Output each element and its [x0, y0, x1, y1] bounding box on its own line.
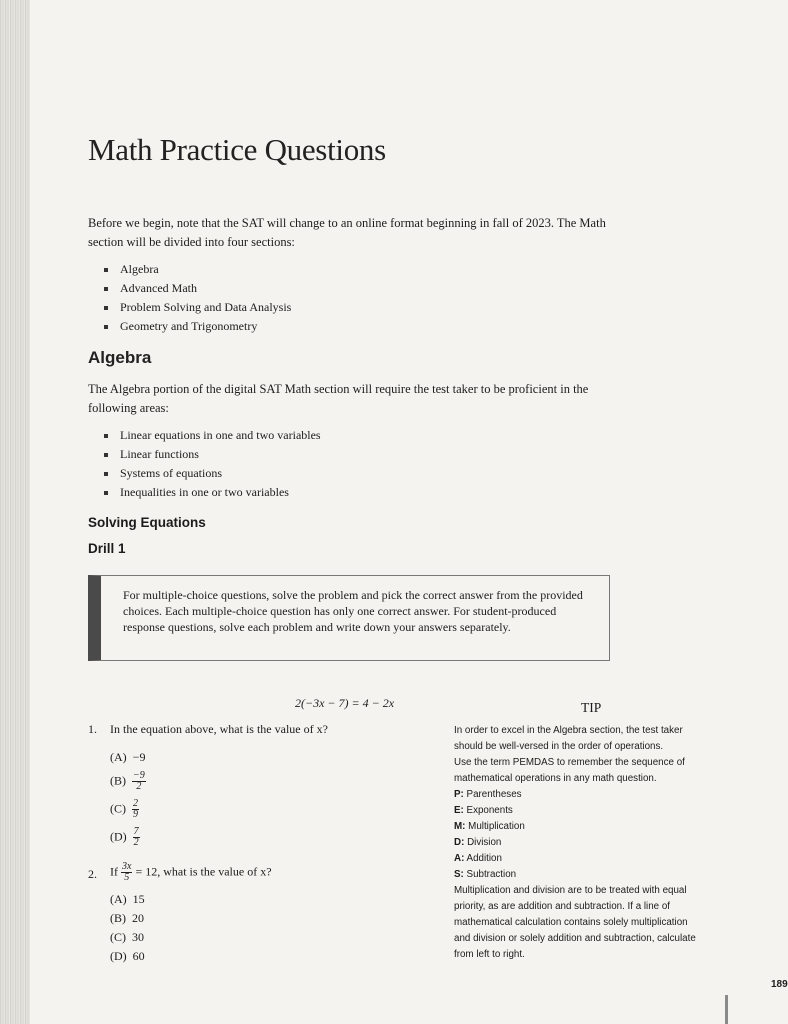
- pemdas-letter: D:: [454, 837, 465, 848]
- page-fold-mark: [725, 995, 728, 1024]
- pemdas-word: Division: [467, 837, 502, 848]
- denominator: 2: [136, 781, 142, 792]
- list-item: Geometry and Trigonometry: [102, 317, 291, 336]
- pemdas-word: Exponents: [466, 805, 513, 816]
- pemdas-letter: M:: [454, 821, 466, 832]
- sections-list: [102, 260, 291, 336]
- page-title: Math Practice Questions: [88, 132, 386, 167]
- choice-a: [110, 892, 145, 907]
- question-text: [110, 862, 272, 883]
- list-item: Inequalities in one or two variables: [102, 483, 321, 502]
- question-number: 1.: [88, 722, 97, 736]
- choice-b: [110, 771, 146, 792]
- fraction: [121, 862, 132, 883]
- tip-line: should be well-versed in the order of operations.: [454, 741, 664, 752]
- solving-equations-heading: Solving Equations: [88, 515, 206, 530]
- choice-value: 30: [132, 930, 144, 944]
- instructions-box: [88, 575, 610, 661]
- fraction: [132, 771, 146, 792]
- tip-title: TIP: [581, 700, 602, 715]
- choice-value: 15: [132, 892, 145, 906]
- pemdas-letter: E:: [454, 805, 464, 816]
- tip-line: priority, as are addition and subtraction. If a line of: [454, 901, 671, 912]
- equation: 2(−3x − 7) = 4 − 2x: [295, 696, 395, 710]
- pemdas-item: [454, 819, 734, 835]
- list-item: Linear functions: [102, 445, 321, 464]
- fraction: [132, 799, 139, 820]
- choice-d: [110, 949, 145, 964]
- denominator: 2: [133, 837, 139, 848]
- tip-line: Multiplication and division are to be treated with equal: [454, 885, 687, 896]
- choice-c: [110, 930, 144, 945]
- choice-value: 60: [132, 949, 145, 963]
- algebra-areas-list: [102, 426, 321, 502]
- algebra-intro: The Algebra portion of the digital SAT Math section will require the test taker to be proficient in the following areas:: [88, 382, 589, 415]
- choice-label: (B): [110, 911, 126, 925]
- choice-b: [110, 911, 144, 926]
- pemdas-word: Subtraction: [466, 869, 517, 880]
- list-item: Linear equations in one and two variables: [102, 426, 321, 445]
- pemdas-word: Multiplication: [468, 821, 525, 832]
- page-binding-edge: [0, 0, 30, 1024]
- choice-label: (C): [110, 801, 126, 816]
- numerator: 7: [133, 826, 139, 837]
- pemdas-letter: S:: [454, 869, 464, 880]
- pemdas-word: Addition: [466, 853, 502, 864]
- list-item: Systems of equations: [102, 464, 321, 483]
- numerator: −9: [133, 770, 145, 781]
- choice-d: [110, 827, 140, 848]
- denominator: 5: [124, 872, 130, 883]
- list-item: Algebra: [102, 260, 291, 279]
- choice-value: −9: [132, 750, 146, 764]
- pemdas-item: [454, 803, 734, 819]
- question-prefix: If: [110, 864, 118, 879]
- tip-line: Use the term PEMDAS to remember the sequence of: [454, 757, 685, 768]
- question-number: 2.: [88, 867, 97, 881]
- fraction: [133, 827, 140, 848]
- choice-label: (A): [110, 750, 127, 764]
- denominator: 9: [133, 809, 138, 820]
- choice-label: (B): [110, 773, 126, 788]
- drill-heading: Drill 1: [88, 541, 126, 556]
- algebra-heading: Algebra: [88, 348, 152, 367]
- question-suffix: = 12, what is the value of x?: [135, 864, 272, 879]
- choice-a: [110, 750, 145, 765]
- instructions-text: For multiple-choice questions, solve the problem and pick the correct answer from the provided choices. Each multiple-choice question has only one correct answer. For student-produced response questions, solve each problem and write down your answers separately.: [123, 588, 583, 634]
- choice-label: (C): [110, 930, 126, 944]
- tip-line: and division or solely addition and subtraction, calculate: [454, 933, 696, 944]
- choice-label: (D): [110, 829, 127, 844]
- intro-paragraph: Before we begin, note that the SAT will change to an online format beginning in fall of 2023. The Math section will be divided into four sections:: [88, 216, 606, 249]
- choice-value: 20: [132, 911, 144, 925]
- question-text: In the equation above, what is the value of x?: [110, 722, 328, 736]
- list-item: Problem Solving and Data Analysis: [102, 298, 291, 317]
- pemdas-letter: A:: [454, 853, 465, 864]
- pemdas-item: [454, 787, 734, 803]
- choice-label: (A): [110, 892, 127, 906]
- pemdas-item: [454, 867, 734, 883]
- page-number: 189: [771, 979, 788, 990]
- tip-line: mathematical calculation contains solely multiplication: [454, 917, 688, 928]
- pemdas-item: [454, 835, 734, 851]
- list-item: Advanced Math: [102, 279, 291, 298]
- choice-label: (D): [110, 949, 127, 963]
- tip-body: [454, 723, 734, 963]
- numerator: 2: [133, 798, 138, 809]
- numerator: 3x: [122, 861, 132, 872]
- tip-line: from left to right.: [454, 949, 525, 960]
- tip-line: In order to excel in the Algebra section, the test taker: [454, 725, 683, 736]
- pemdas-word: Parentheses: [466, 789, 522, 800]
- pemdas-letter: P:: [454, 789, 464, 800]
- choice-c: [110, 799, 139, 820]
- pemdas-item: [454, 851, 734, 867]
- tip-line: mathematical operations in any math question.: [454, 773, 657, 784]
